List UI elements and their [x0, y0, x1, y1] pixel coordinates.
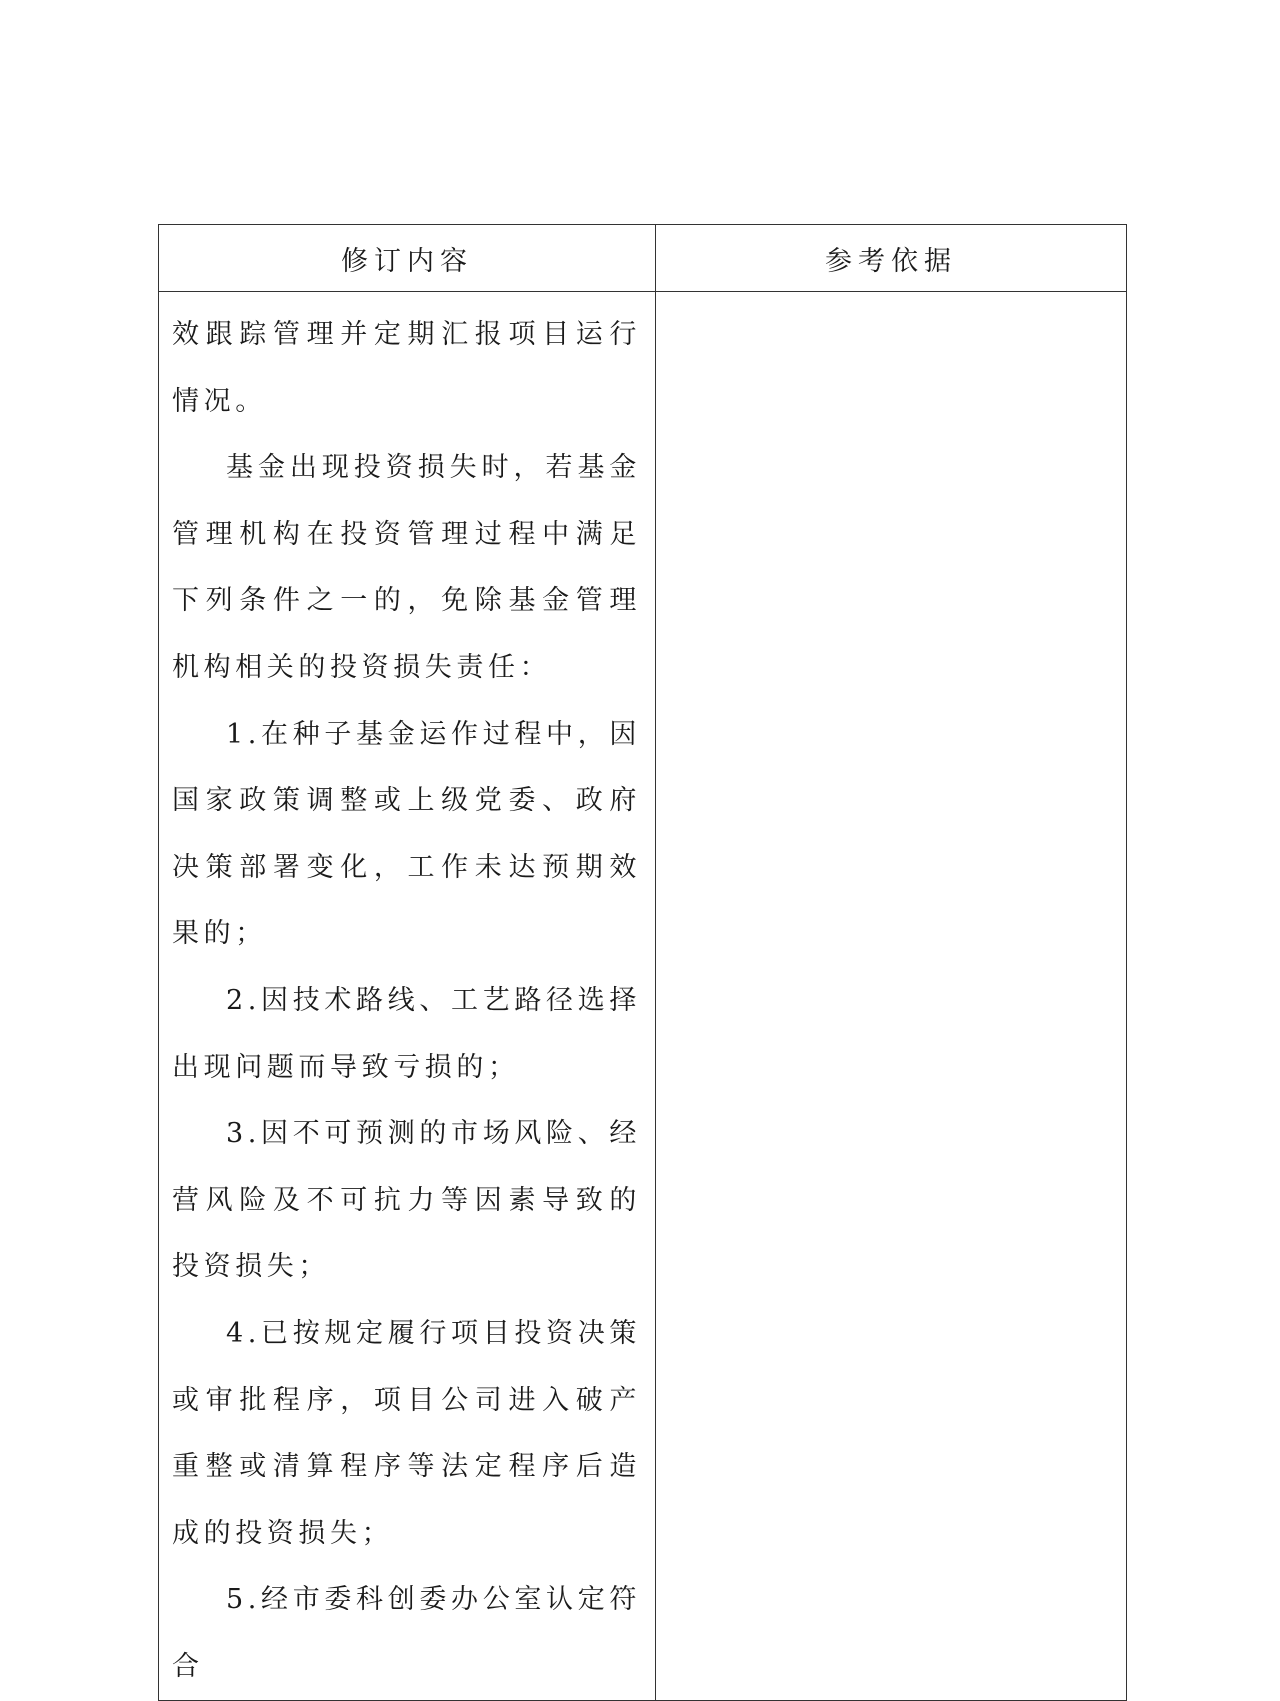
revision-content-cell — [159, 292, 656, 1701]
revision-table — [158, 224, 1127, 1701]
list-item: 4.已按规定履行项目投资决策或审批程序，项目公司进入破产重整或清算程序等法定程序后造成的投资损失； — [172, 1317, 641, 1549]
reference-basis-cell — [656, 292, 1127, 1701]
paragraph: 基金出现投资损失时，若基金管理机构在投资管理过程中满足下列条件之一的，免除基金管理机构相关的投资损失责任： — [172, 452, 641, 683]
list-item: 5.经市委科创委办公室认定符合 — [172, 1584, 641, 1682]
list-item: 1.在种子基金运作过程中，因国家政策调整或上级党委、政府决策部署变化，工作未达预期效果的； — [172, 718, 641, 950]
paragraph: 效跟踪管理并定期汇报项目运行情况。 — [172, 319, 641, 417]
header-reference-basis: 参考依据 — [656, 225, 1127, 292]
list-item: 2.因技术路线、工艺路径选择出现问题而导致亏损的； — [172, 984, 641, 1083]
table-row — [159, 292, 1127, 1701]
table-header-row — [159, 225, 1127, 292]
header-revision-content: 修订内容 — [159, 225, 656, 292]
list-item: 3.因不可预测的市场风险、经营风险及不可抗力等因素导致的投资损失； — [172, 1118, 641, 1283]
